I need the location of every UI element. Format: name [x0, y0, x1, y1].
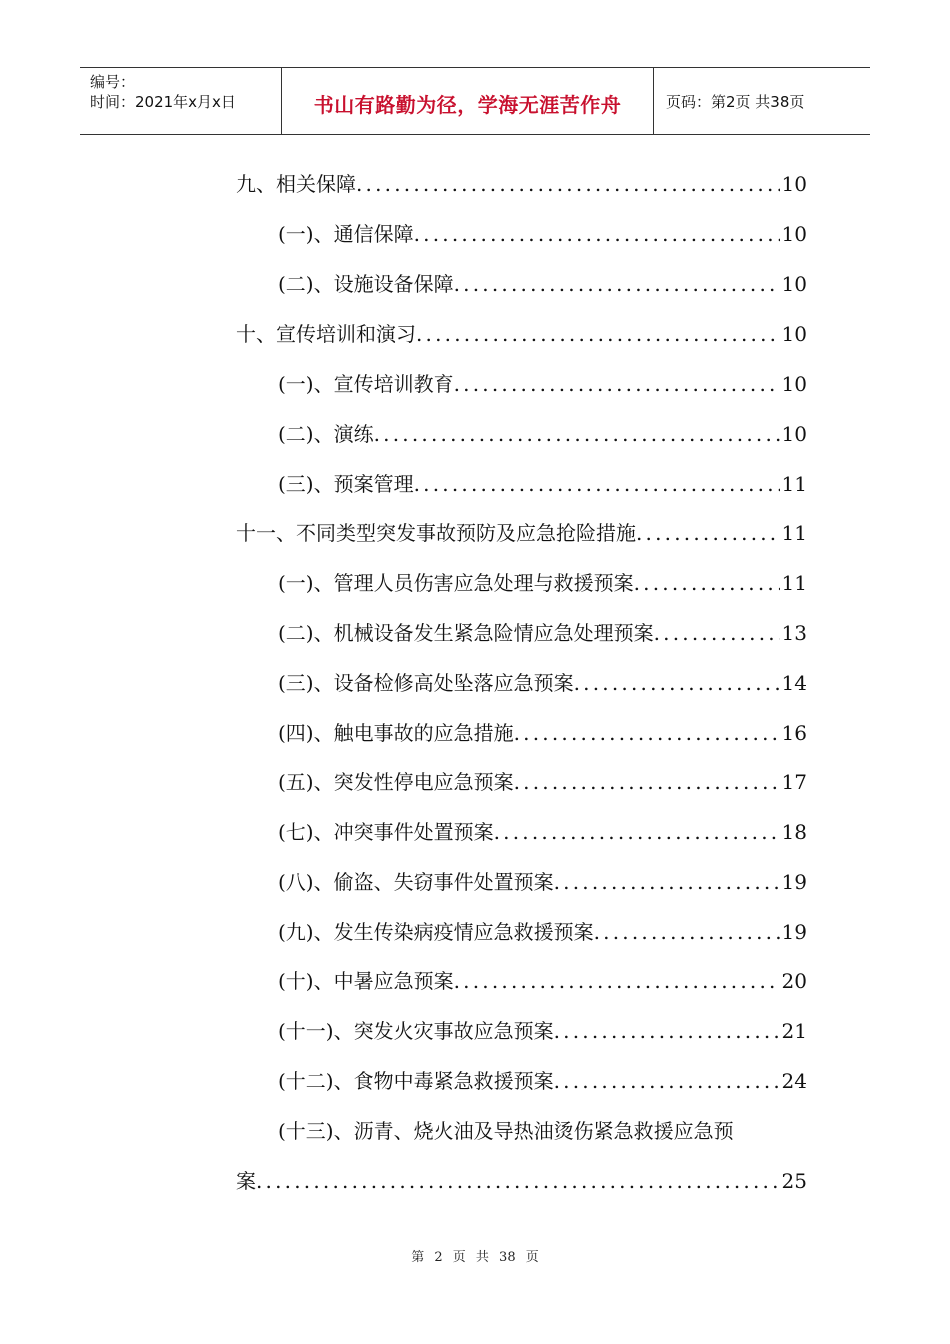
header-page-info: 页码：第2页 共38页 [666, 92, 805, 111]
toc-leader-dots [554, 1066, 780, 1096]
toc-entry-title: 九、相关保障 [236, 172, 356, 196]
document-time-label: 时间：2021年x月x日 [90, 93, 236, 111]
toc-entry-title: (九)、发生传染病疫情应急救援预案 [278, 920, 594, 944]
toc-entry-title: (十一)、突发火灾事故应急预案 [278, 1019, 554, 1043]
toc-entry-page: 19 [781, 920, 807, 944]
toc-entry[interactable] [278, 219, 807, 249]
toc-entry-page: 25 [781, 1169, 807, 1193]
toc-entry-page: 10 [781, 372, 807, 396]
toc-entry-page: 21 [781, 1019, 807, 1043]
page-footer: 第 2 页 共 38 页 [411, 1250, 539, 1265]
toc-entry[interactable] [236, 319, 807, 349]
toc-entry[interactable] [278, 817, 807, 847]
toc-entry-page: 11 [781, 571, 807, 595]
toc-entry-title: (一)、通信保障 [278, 222, 414, 246]
toc-entry-title: (二)、机械设备发生紧急险情应急处理预案 [278, 621, 654, 645]
toc-entry-title: 十一、不同类型突发事故预防及应急抢险措施 [236, 521, 636, 545]
toc-entry-page: 20 [781, 969, 807, 993]
toc-entry-page: 10 [781, 172, 807, 196]
toc-entry[interactable] [278, 419, 807, 449]
toc-entry-page: 13 [781, 621, 807, 645]
toc-leader-dots [514, 718, 780, 748]
header-motto: 书山有路勤为径，学海无涯苦作舟 [313, 92, 622, 117]
toc-entry[interactable] [236, 169, 807, 199]
toc-entry[interactable] [278, 618, 807, 648]
toc-leader-dots [414, 219, 780, 249]
toc-entry-page: 10 [781, 272, 807, 296]
toc-entry[interactable] [278, 469, 807, 499]
document-number-label: 编号： [90, 73, 136, 91]
toc-entry[interactable] [278, 867, 807, 897]
toc-entry-title: (一)、管理人员伤害应急处理与救援预案 [278, 571, 634, 595]
toc-entry-title: (十)、中暑应急预案 [278, 969, 454, 993]
toc-leader-dots [634, 568, 780, 598]
toc-leader-dots [414, 469, 780, 499]
toc-entry-page: 11 [781, 472, 807, 496]
toc-entry-page: 14 [781, 671, 807, 695]
toc-entry[interactable] [278, 1016, 807, 1046]
toc-entry-page: 24 [781, 1069, 807, 1093]
toc-entry-wrapped-line[interactable] [278, 1116, 807, 1146]
toc-entry-title: (四)、触电事故的应急措施 [278, 721, 514, 745]
toc-entry-title: 十、宣传培训和演习 [236, 322, 416, 346]
toc-leader-dots [554, 867, 780, 897]
toc-entry[interactable] [278, 966, 807, 996]
toc-entry-page: 10 [781, 222, 807, 246]
toc-leader-dots [594, 917, 780, 947]
toc-entry-page: 17 [781, 770, 807, 794]
toc-entry[interactable] [278, 718, 807, 748]
toc-entry-title: (十三)、沥青、烧火油及导热油烫伤紧急救援应急预 [278, 1119, 734, 1143]
toc-entry-title: (十二)、食物中毒紧急救援预案 [278, 1069, 554, 1093]
toc-leader-dots [454, 369, 780, 399]
toc-entry[interactable] [278, 767, 807, 797]
toc-entry-title: (三)、设备检修高处坠落应急预案 [278, 671, 574, 695]
toc-leader-dots [654, 618, 780, 648]
toc-leader-dots [574, 668, 780, 698]
toc-leader-dots [256, 1166, 780, 1196]
toc-entry-title: (二)、演练 [278, 422, 374, 446]
toc-entry-title: (八)、偷盗、失窃事件处置预案 [278, 870, 554, 894]
toc-entry-title: (五)、突发性停电应急预案 [278, 770, 514, 794]
toc-entry[interactable] [278, 1066, 807, 1096]
toc-entry-page: 18 [781, 820, 807, 844]
toc-entry-page: 16 [781, 721, 807, 745]
toc-entry[interactable] [278, 668, 807, 698]
toc-entry-title: (二)、设施设备保障 [278, 272, 454, 296]
toc-leader-dots [454, 269, 780, 299]
toc-entry-title: 案 [236, 1169, 256, 1193]
toc-entry[interactable] [236, 1166, 807, 1196]
toc-entry-page: 19 [781, 870, 807, 894]
toc-entry[interactable] [278, 568, 807, 598]
toc-leader-dots [454, 966, 780, 996]
toc-entry-title: (三)、预案管理 [278, 472, 414, 496]
toc-entry[interactable] [236, 518, 807, 548]
toc-leader-dots [494, 817, 780, 847]
toc-entry-page: 10 [781, 422, 807, 446]
toc-leader-dots [416, 319, 780, 349]
toc-entry-title: (七)、冲突事件处置预案 [278, 820, 494, 844]
toc-leader-dots [636, 518, 780, 548]
toc-entry[interactable] [278, 369, 807, 399]
toc-entry[interactable] [278, 269, 807, 299]
toc-entry-page: 10 [781, 322, 807, 346]
toc-leader-dots [514, 767, 780, 797]
toc-entry-page: 11 [781, 521, 807, 545]
toc-entry[interactable] [278, 917, 807, 947]
toc-entry-title: (一)、宣传培训教育 [278, 372, 454, 396]
toc-leader-dots [554, 1016, 780, 1046]
toc-leader-dots [356, 169, 780, 199]
toc-leader-dots [374, 419, 780, 449]
